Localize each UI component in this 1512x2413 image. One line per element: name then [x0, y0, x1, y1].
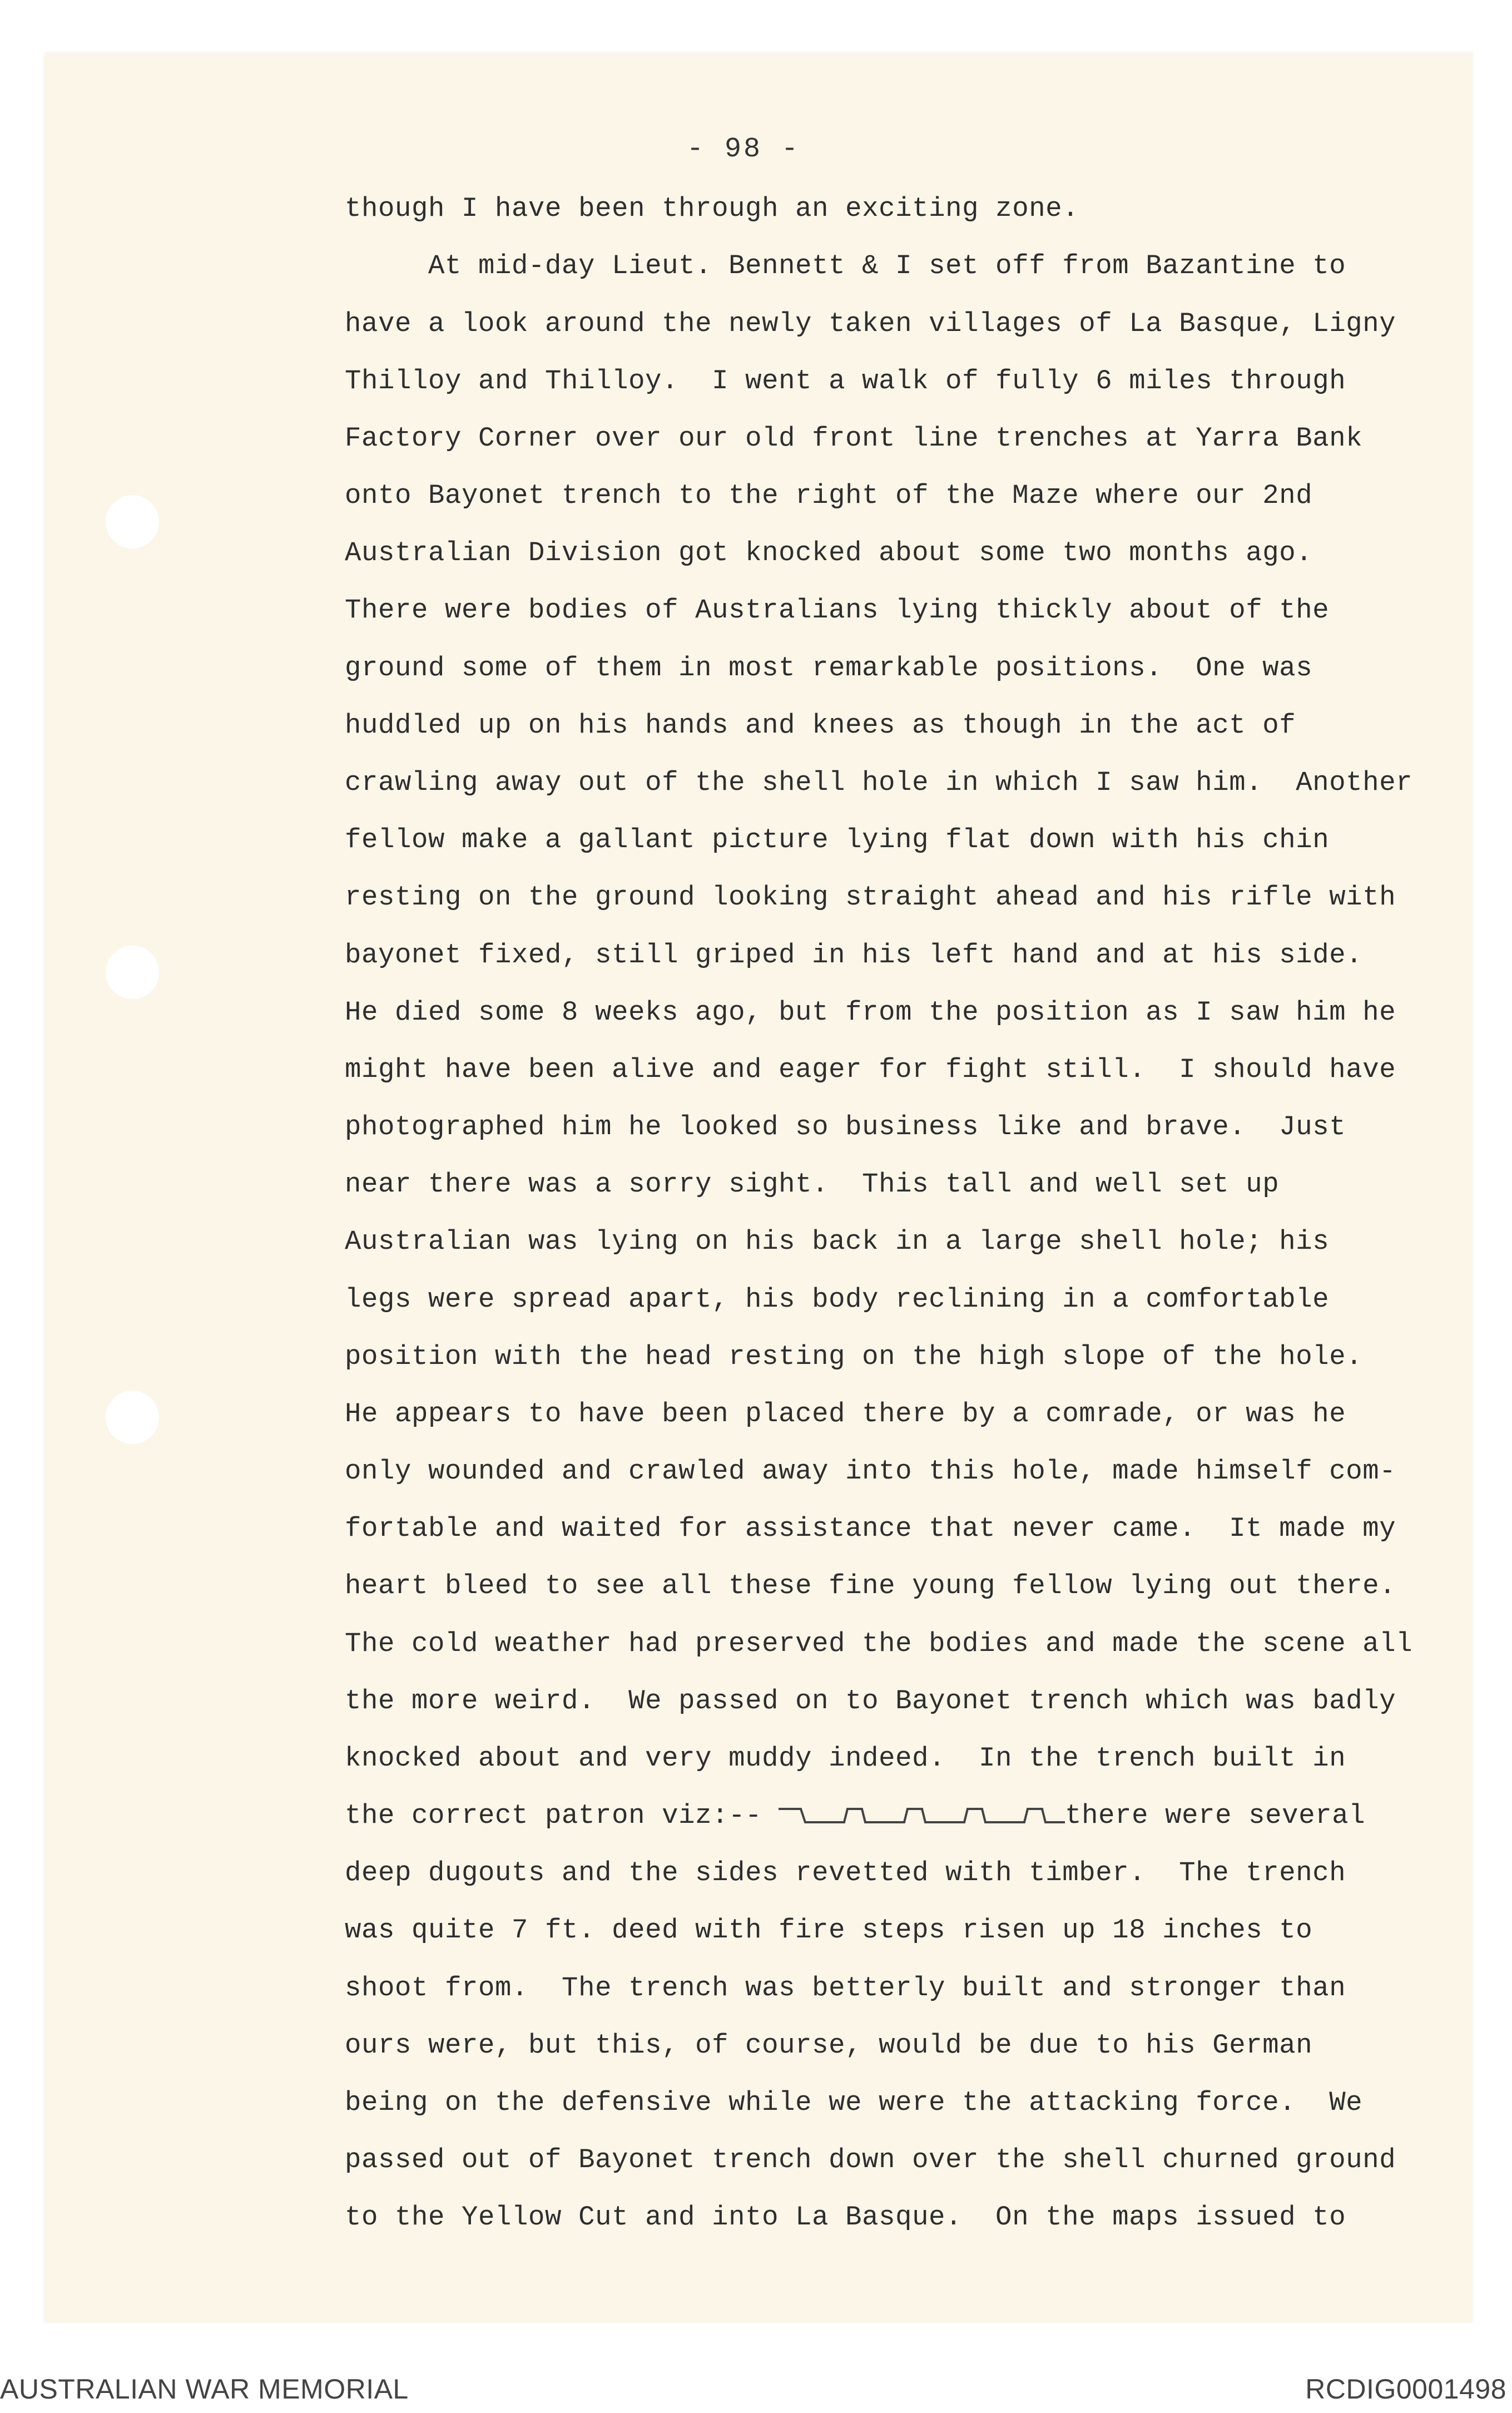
- trench-line-before: the correct patron viz:--: [345, 1800, 779, 1831]
- text-line: Australian Division got knocked about some two months ago.: [345, 537, 1313, 568]
- text-line: have a look around the newly taken villages of La Basque, Ligny: [345, 308, 1396, 339]
- trench-profile-sketch-icon: [779, 1803, 1065, 1828]
- text-line: He died some 8 weeks ago, but from the position as I saw him he: [345, 997, 1396, 1028]
- trench-line-after: there were several: [1065, 1800, 1366, 1831]
- text-line: to the Yellow Cut and into La Basque. On the maps issued to: [345, 2202, 1346, 2233]
- text-line: shoot from. The trench was betterly built and stronger than: [345, 1972, 1346, 2004]
- text-line: legs were spread apart, his body reclining in a comfortable: [345, 1284, 1330, 1315]
- text-line: Factory Corner over our old front line trenches at Yarra Bank: [345, 423, 1363, 454]
- text-line: He appears to have been placed there by a comrade, or was he: [345, 1398, 1346, 1430]
- text-line: resting on the ground looking straight ahead and his rifle with: [345, 882, 1396, 913]
- text-line: crawling away out of the shell hole in which I saw him. Another: [345, 767, 1413, 798]
- text-line: ours were, but this, of course, would be due to his German: [345, 2030, 1313, 2061]
- page-number: - 98 -: [687, 133, 801, 165]
- text-line: Australian was lying on his back in a large shell hole; his: [345, 1226, 1330, 1257]
- text-line: being on the defensive while we were the attacking force. We: [345, 2087, 1363, 2118]
- institution-caption: AUSTRALIAN WAR MEMORIAL: [0, 2374, 409, 2405]
- text-line-with-trench-sketch: [345, 1799, 1365, 1832]
- text-line: only wounded and crawled away into this hole, made himself com-: [345, 1456, 1396, 1487]
- text-line: heart bleed to see all these fine young fellow lying out there.: [345, 1570, 1396, 1601]
- text-line: ground some of them in most remarkable positions. One was: [345, 652, 1313, 684]
- text-line: huddled up on his hands and knees as though in the act of: [345, 710, 1296, 741]
- text-line: though I have been through an exciting zone.: [345, 193, 1079, 224]
- text-line: bayonet fixed, still griped in his left hand and at his side.: [345, 940, 1363, 971]
- text-line: photographed him he looked so business like and brave. Just: [345, 1111, 1346, 1143]
- text-line: near there was a sorry sight. This tall and well set up: [345, 1169, 1280, 1200]
- text-line: There were bodies of Australians lying thickly about of the: [345, 595, 1330, 626]
- text-line: passed out of Bayonet trench down over the shell churned ground: [345, 2144, 1396, 2175]
- text-line: The cold weather had preserved the bodies and made the scene all: [345, 1628, 1413, 1659]
- text-line: deep dugouts and the sides revetted with timber. The trench: [345, 1857, 1346, 1888]
- catalogue-id: RCDIG0001498: [1305, 2374, 1506, 2405]
- text-line: was quite 7 ft. deed with fire steps risen up 18 inches to: [345, 1915, 1313, 1946]
- text-line: fortable and waited for assistance that never came. It made my: [345, 1513, 1396, 1544]
- text-line: might have been alive and eager for fight still. I should have: [345, 1054, 1396, 1085]
- text-line: onto Bayonet trench to the right of the Maze where our 2nd: [345, 480, 1313, 511]
- text-line: At mid-day Lieut. Bennett & I set off from Bazantine to: [345, 250, 1346, 281]
- text-line: knocked about and very muddy indeed. In the trench built in: [345, 1743, 1346, 1774]
- text-line: position with the head resting on the high slope of the hole.: [345, 1341, 1363, 1372]
- text-line: the more weird. We passed on to Bayonet trench which was badly: [345, 1685, 1396, 1717]
- text-line: Thilloy and Thilloy. I went a walk of fully 6 miles through: [345, 365, 1346, 397]
- text-line: fellow make a gallant picture lying flat down with his chin: [345, 824, 1330, 856]
